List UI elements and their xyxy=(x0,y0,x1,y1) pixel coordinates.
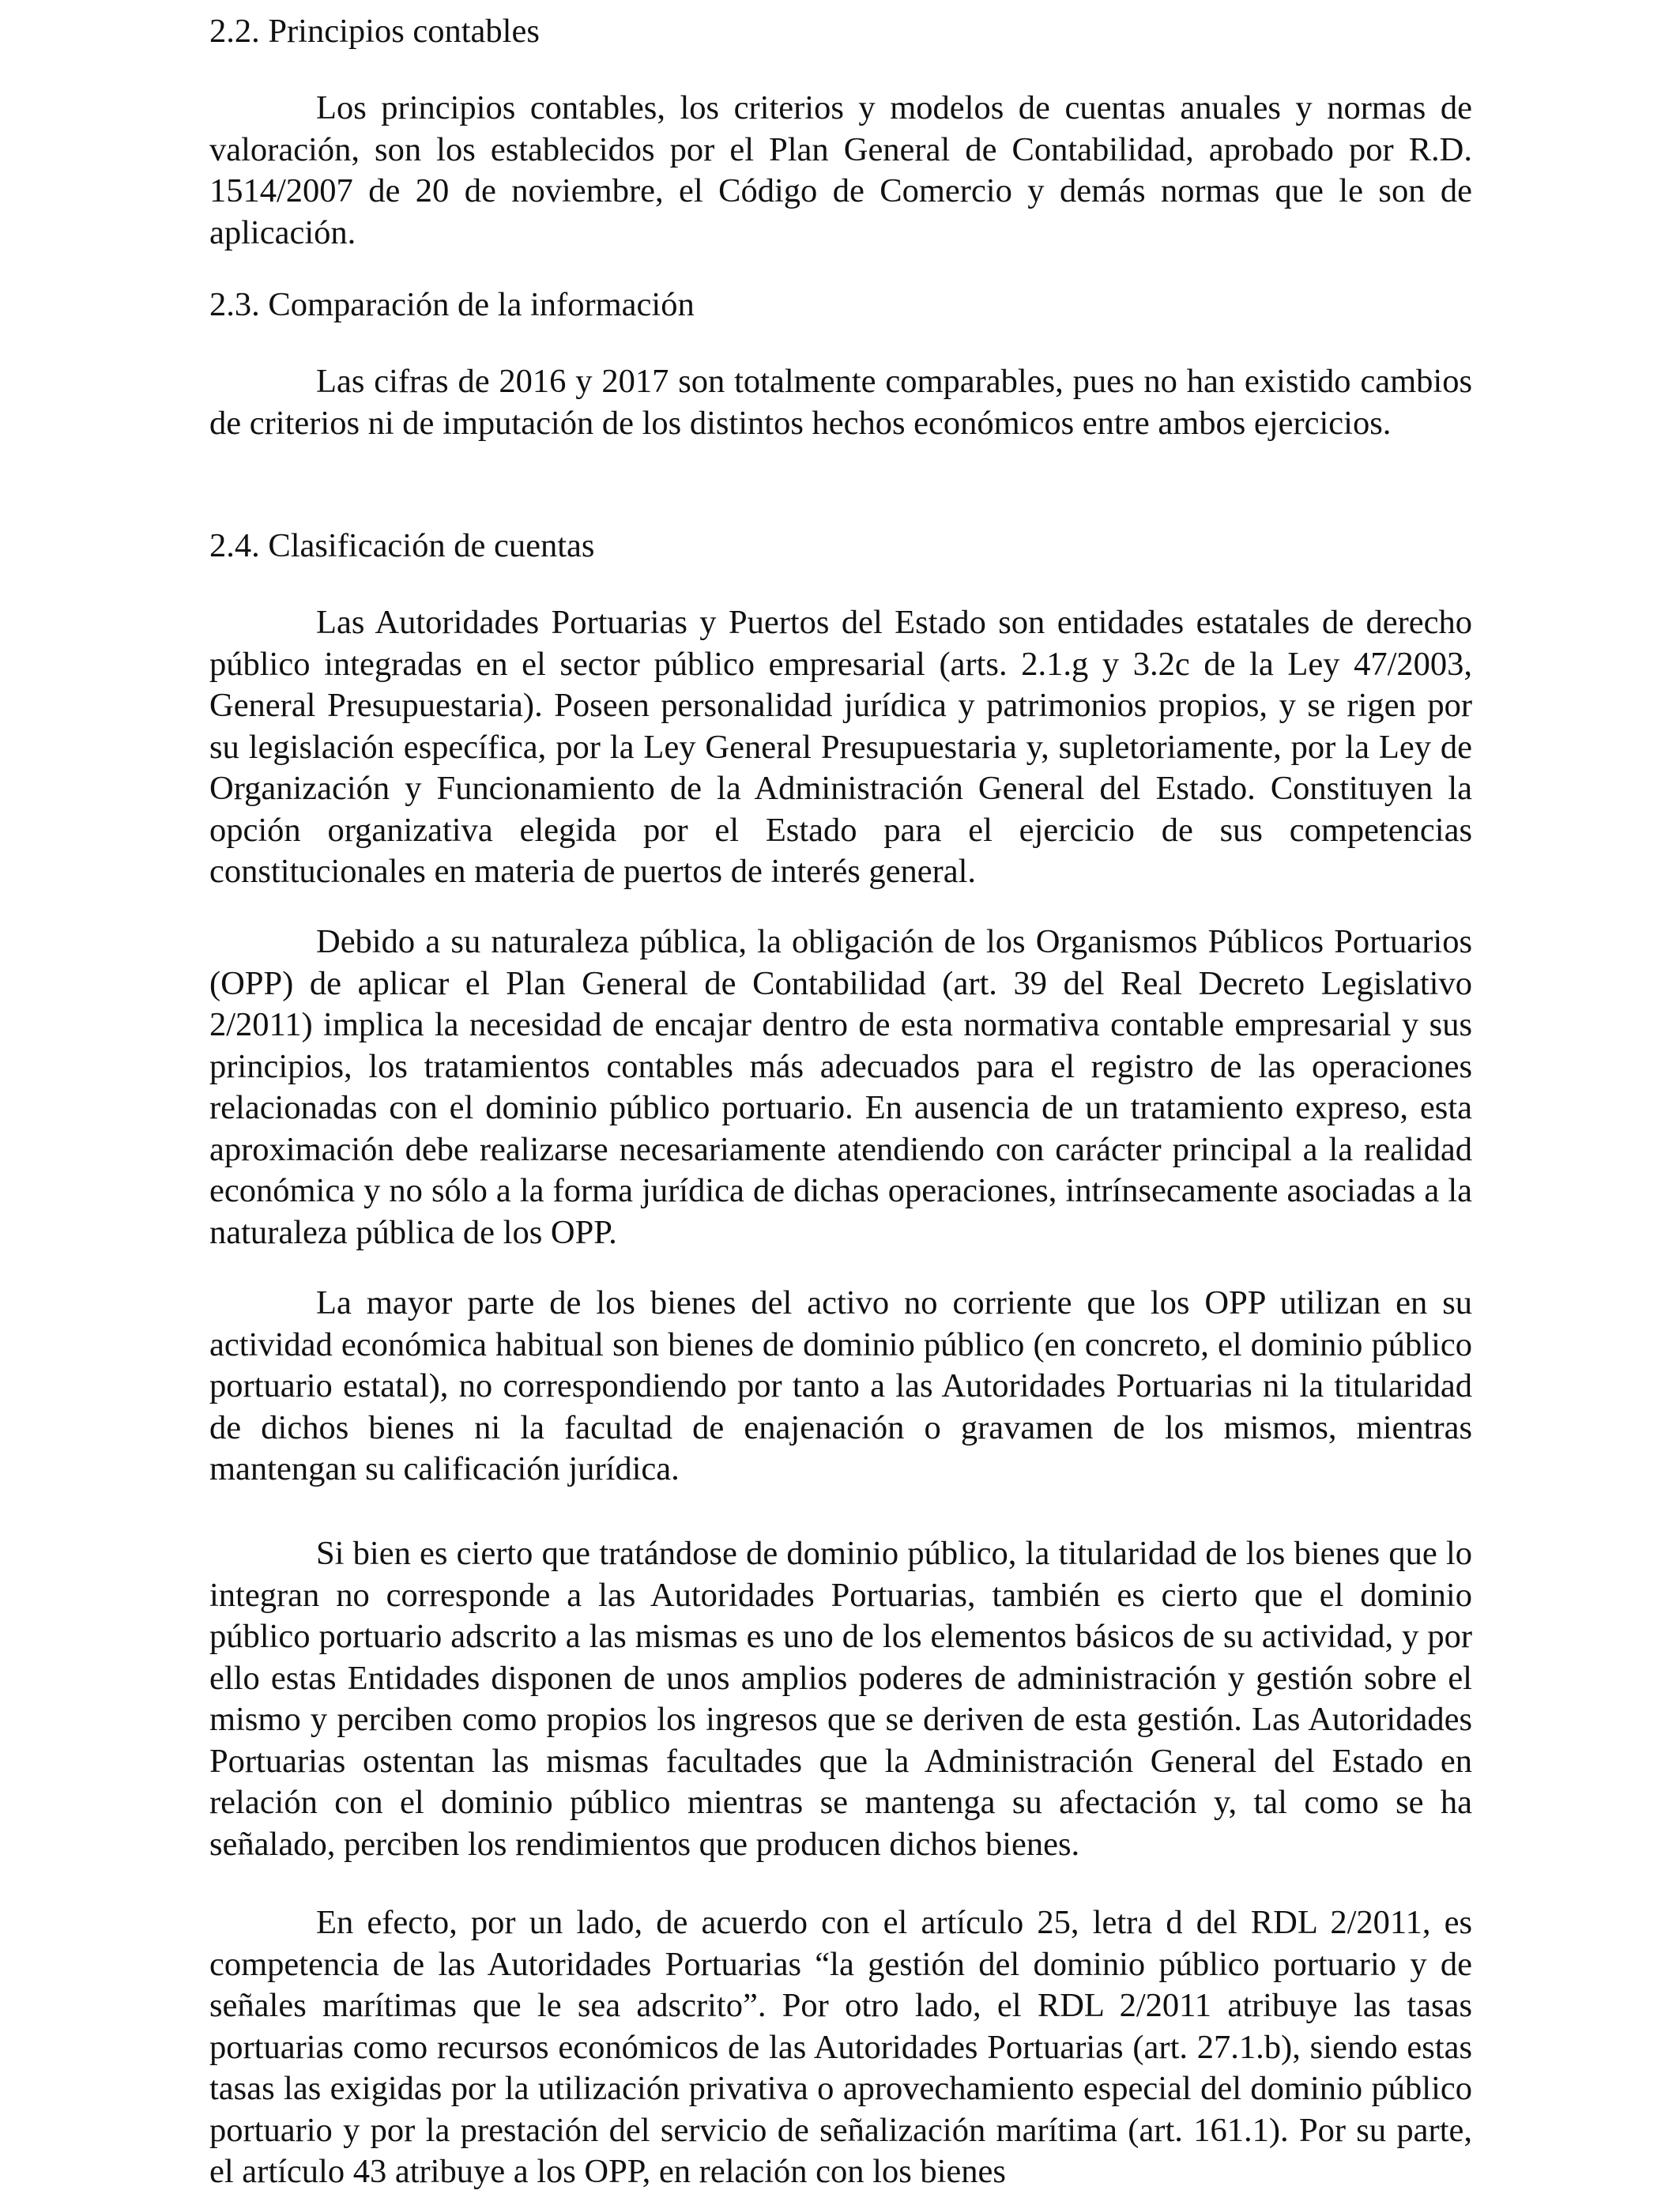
paragraph-comparacion-informacion: Las cifras de 2016 y 2017 son totalmente comparables, pues no han existido cambios de criterios ni de imputación de los distintos hechos económicos entre ambos ejercicios. xyxy=(209,363,1472,442)
paragraph-autoridades-portuarias: Las Autoridades Portuarias y Puertos del Estado son entidades estatales de derecho público integradas en el sector público empresarial (arts. 2.1.g y 3.2c de la Ley 47/2003, General Presupuestaria). Poseen personalidad jurídica y patrimonios propios, y se rigen por su legislación específica, por la Ley General Presupuestaria y, supletoriamente, por la Ley de Organización y Funcionamiento de la Administración General del Estado. Constituyen la opción organizativa elegida por el Estado para el ejercicio de sus competencias constitucionales en materia de puertos de interés general. xyxy=(209,604,1472,890)
paragraph-rdl-2-2011: En efecto, por un lado, de acuerdo con el artículo 25, letra d del RDL 2/2011, es competencia de las Autoridades Portuarias “la gestión del dominio público portuario y de señales marítimas que le sea adscrito”. Por otro lado, el RDL 2/2011 atribuye las tasas portuarias como recursos económicos de las Autoridades Portuarias (art. 27.1.b), siendo estas tasas las exigidas por la utilización privativa o aprovechamiento especial del dominio público portuario y por la prestación del servicio de señalización marítima (art. 161.1). Por su parte, el artículo 43 atribuye a los OPP, en relación con los bienes xyxy=(209,1904,1472,2190)
section-heading-2-3: 2.3. Comparación de la información xyxy=(209,286,695,323)
section-heading-2-4: 2.4. Clasificación de cuentas xyxy=(209,527,595,564)
paragraph-activo-no-corriente: La mayor parte de los bienes del activo no corriente que los OPP utilizan en su actividad económica habitual son bienes de dominio público (en concreto, el dominio público portuario estatal), no correspondiendo por tanto a las Autoridades Portuarias ni la titularidad de dichos bienes ni la facultad de enajenación o gravamen de los mismos, mientras mantengan su calificación jurídica. xyxy=(209,1284,1472,1487)
section-heading-2-2: 2.2. Principios contables xyxy=(209,13,540,50)
paragraph-principios-contables: Los principios contables, los criterios y modelos de cuentas anuales y normas de valoración, son los establecidos por el Plan General de Contabilidad, aprobado por R.D. 1514/2007 de 20 de noviembre, el Código de Comercio y demás normas que le son de aplicación. xyxy=(209,89,1472,251)
paragraph-naturaleza-publica: Debido a su naturaleza pública, la obligación de los Organismos Públicos Portuarios (OPP) de aplicar el Plan General de Contabilidad (art. 39 del Real Decreto Legislativo 2/2011) implica la necesidad de encajar dentro de esta normativa contable empresarial y sus principios, los tratamientos contables más adecuados para el registro de las operaciones relacionadas con el dominio público portuario. En ausencia de un tratamiento expreso, esta aproximación debe realizarse necesariamente atendiendo con carácter principal a la realidad económica y no sólo a la forma jurídica de dichas operaciones, intrínsecamente asociadas a la naturaleza pública de los OPP. xyxy=(209,923,1472,1251)
paragraph-dominio-publico: Si bien es cierto que tratándose de dominio público, la titularidad de los bienes que lo integran no corresponde a las Autoridades Portuarias, también es cierto que el dominio público portuario adscrito a las mismas es uno de los elementos básicos de su actividad, y por ello estas Entidades disponen de unos amplios poderes de administración y gestión sobre el mismo y perciben como propios los ingresos que se deriven de esta gestión. Las Autoridades Portuarias ostentan las mismas facultades que la Administración General del Estado en relación con el dominio público mientras se mantenga su afectación y, tal como se ha señalado, perciben los rendimientos que producen dichos bienes. xyxy=(209,1535,1472,1863)
